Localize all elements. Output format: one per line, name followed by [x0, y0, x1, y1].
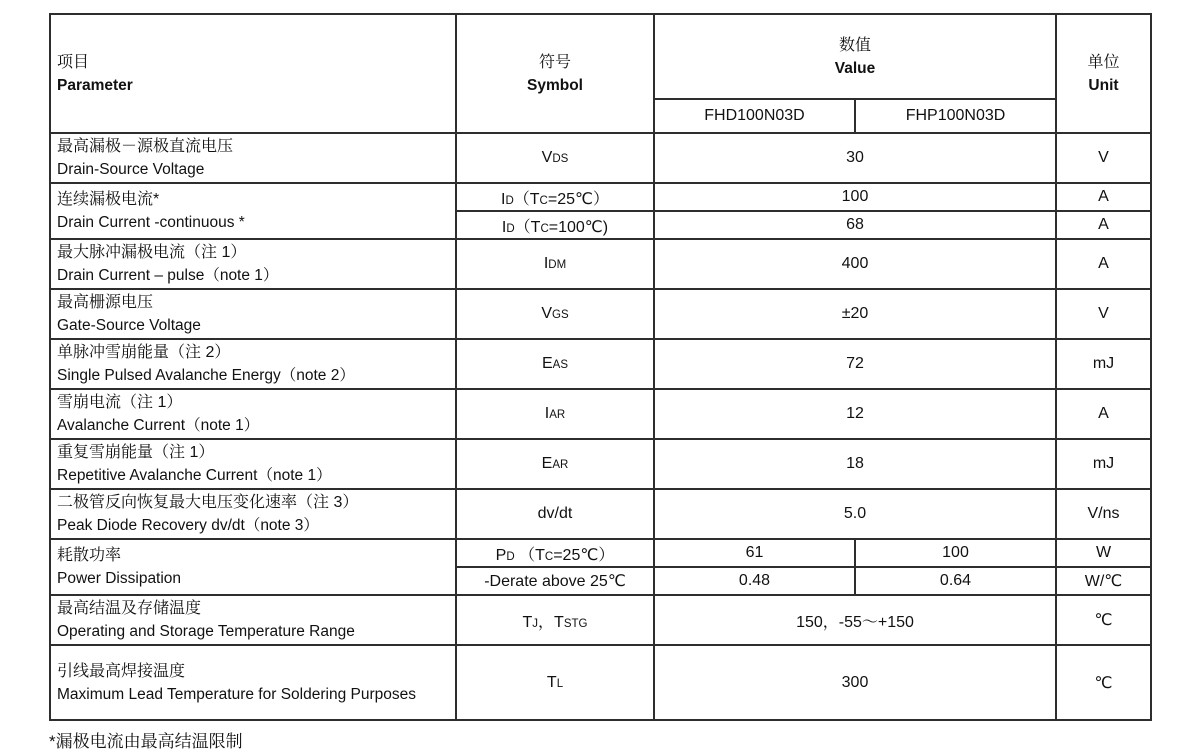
value-cell: 5.0	[654, 489, 1056, 539]
param-cell	[50, 183, 456, 239]
param-cell	[50, 489, 456, 539]
header-parameter-cn: 项目	[57, 53, 90, 71]
symbol-cell: EAS	[456, 339, 654, 389]
param-cn: 最高漏极－源极直流电压	[57, 138, 234, 155]
table-row-vgs	[50, 289, 1151, 339]
table-row-iar	[50, 389, 1151, 439]
table-row-eas	[50, 339, 1151, 389]
value-cell: 72	[654, 339, 1056, 389]
param-en: Gate-Source Voltage	[57, 317, 201, 334]
header-device1-cell: FHD100N03D	[654, 99, 855, 133]
param-cn: 最高结温及存储温度	[57, 600, 202, 617]
value-cell: 30	[654, 133, 1056, 183]
param-en: Operating and Storage Temperature Range	[57, 623, 355, 640]
maximum-ratings-table	[49, 13, 1152, 721]
value-cell-fhp: 0.64	[855, 567, 1056, 595]
param-en: Maximum Lead Temperature for Soldering Purposes	[57, 685, 416, 703]
param-cell	[50, 595, 456, 645]
unit-cell: V	[1056, 289, 1151, 339]
unit-cell: A	[1056, 239, 1151, 289]
symbol-cell: TL	[456, 645, 654, 720]
header-device2-cell: FHP100N03D	[855, 99, 1056, 133]
table-row-tj-tstg	[50, 595, 1151, 645]
table-row-pd	[50, 539, 1151, 567]
header-symbol-cn: 符号	[538, 53, 571, 71]
header-unit-en: Unit	[1088, 76, 1119, 94]
header-symbol-en: Symbol	[527, 76, 583, 94]
table-row-id-25c	[50, 183, 1151, 211]
header-value-en: Value	[834, 59, 876, 77]
param-cell	[50, 339, 456, 389]
symbol-cell: -Derate above 25℃	[456, 567, 654, 595]
param-en: Drain Current -continuous *	[57, 214, 245, 231]
table-row-tl	[50, 645, 1151, 720]
param-cell	[50, 389, 456, 439]
param-en: Power Dissipation	[57, 570, 182, 587]
header-value-cn: 数值	[838, 36, 871, 54]
symbol-cell: TJ，TSTG	[456, 595, 654, 645]
param-en: Avalanche Current（note 1）	[57, 417, 260, 434]
param-cell	[50, 645, 456, 720]
param-cn: 二极管反向恢复最大电压变化速率（注 3）	[57, 494, 359, 511]
param-en: Drain-Source Voltage	[57, 161, 205, 178]
value-cell: 68	[654, 211, 1056, 239]
param-cn: 最大脉冲漏极电流（注 1）	[57, 244, 247, 261]
header-unit-cn: 单位	[1087, 53, 1120, 71]
header-parameter-en: Parameter	[57, 76, 133, 94]
value-cell: 300	[654, 645, 1056, 720]
table-row-vds	[50, 133, 1151, 183]
value-cell: 150，-55～+150	[654, 595, 1056, 645]
unit-cell: V	[1056, 133, 1151, 183]
param-cell	[50, 439, 456, 489]
drain-current-footnote: *漏极电流由最高结温限制	[49, 732, 243, 751]
value-cell-fhd: 61	[654, 539, 855, 567]
table-row-ear	[50, 439, 1151, 489]
param-cell	[50, 133, 456, 183]
param-cn: 雪崩电流（注 1）	[57, 394, 183, 411]
header-symbol-cell	[456, 14, 654, 133]
param-en: Peak Diode Recovery dv/dt（note 3）	[57, 517, 319, 534]
table-header-row	[50, 14, 1151, 99]
param-en: Repetitive Avalanche Current（note 1）	[57, 467, 332, 484]
table-row-idm	[50, 239, 1151, 289]
value-cell: 12	[654, 389, 1056, 439]
param-cell	[50, 289, 456, 339]
table-row-dvdt	[50, 489, 1151, 539]
value-cell: ±20	[654, 289, 1056, 339]
symbol-cell: IDM	[456, 239, 654, 289]
unit-cell: W	[1056, 539, 1151, 567]
param-cn: 连续漏极电流*	[57, 191, 160, 208]
param-cn: 耗散功率	[57, 547, 122, 564]
header-unit-cell	[1056, 14, 1151, 133]
symbol-cell: dv/dt	[456, 489, 654, 539]
param-cn: 单脉冲雪崩能量（注 2）	[57, 344, 231, 361]
header-parameter-cell	[50, 14, 456, 133]
param-en: Single Pulsed Avalanche Energy（note 2）	[57, 367, 355, 384]
symbol-cell: ID（TC=25℃）	[456, 183, 654, 211]
param-cell	[50, 239, 456, 289]
symbol-cell: EAR	[456, 439, 654, 489]
value-cell-fhp: 100	[855, 539, 1056, 567]
value-cell: 400	[654, 239, 1056, 289]
param-cn: 重复雪崩能量（注 1）	[57, 444, 215, 461]
param-cell	[50, 539, 456, 595]
unit-cell: ℃	[1056, 645, 1151, 720]
symbol-cell: PD （TC=25℃）	[456, 539, 654, 567]
symbol-cell: ID（TC=100℃)	[456, 211, 654, 239]
param-en: Drain Current – pulse（note 1）	[57, 267, 279, 284]
unit-cell: mJ	[1056, 439, 1151, 489]
unit-cell: A	[1056, 211, 1151, 239]
unit-cell: V/ns	[1056, 489, 1151, 539]
unit-cell: A	[1056, 389, 1151, 439]
header-value-cell	[654, 14, 1056, 99]
unit-cell: mJ	[1056, 339, 1151, 389]
value-cell: 100	[654, 183, 1056, 211]
symbol-cell: VDS	[456, 133, 654, 183]
symbol-cell: IAR	[456, 389, 654, 439]
value-cell-fhd: 0.48	[654, 567, 855, 595]
unit-cell: A	[1056, 183, 1151, 211]
param-cn: 最高栅源电压	[57, 294, 154, 311]
value-cell: 18	[654, 439, 1056, 489]
unit-cell: W/℃	[1056, 567, 1151, 595]
unit-cell: ℃	[1056, 595, 1151, 645]
param-cn: 引线最高焊接温度	[57, 662, 186, 680]
symbol-cell: VGS	[456, 289, 654, 339]
